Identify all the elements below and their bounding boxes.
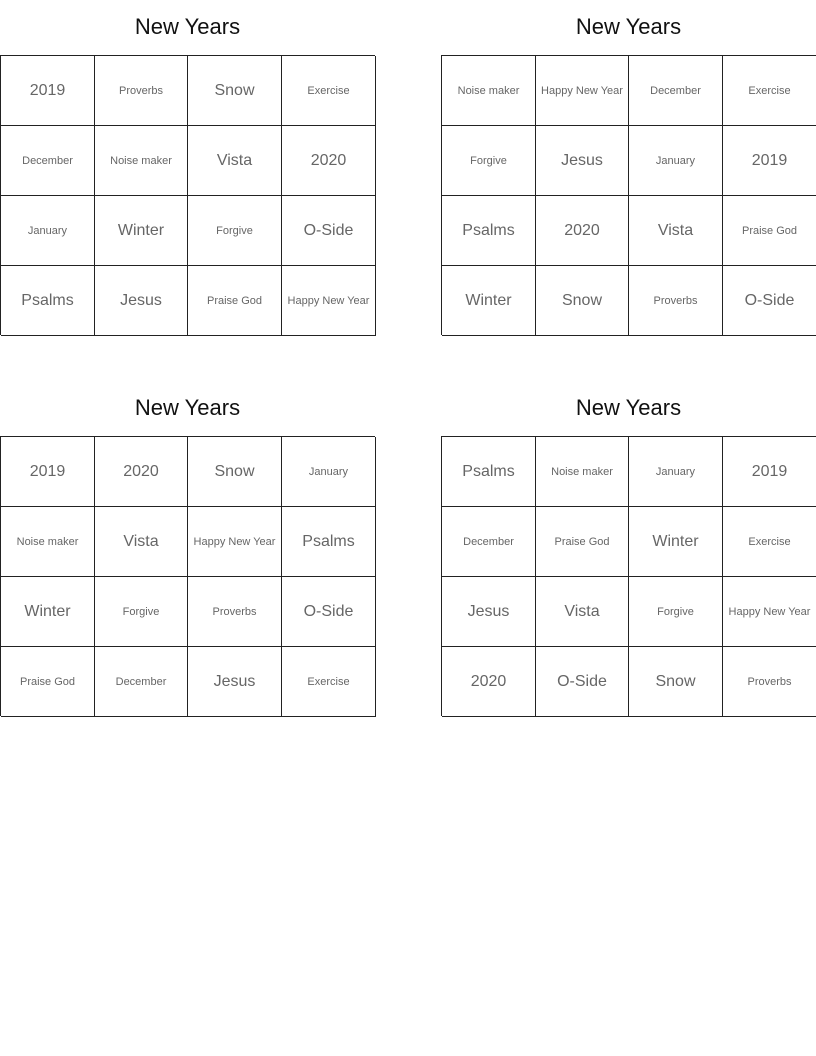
- bingo-cell: Winter: [629, 507, 723, 577]
- bingo-cell: O-Side: [723, 266, 816, 336]
- bingo-cell: Winter: [95, 196, 188, 266]
- bingo-cell: January: [629, 126, 723, 196]
- bingo-cell: Jesus: [188, 647, 282, 717]
- bingo-cell: December: [95, 647, 188, 717]
- bingo-cell: Forgive: [442, 126, 536, 196]
- bingo-cell: Happy New Year: [188, 507, 282, 577]
- bingo-cell: Happy New Year: [536, 56, 629, 126]
- bingo-cell: Praise God: [1, 647, 95, 717]
- bingo-cell: Winter: [1, 577, 95, 647]
- bingo-cell: Noise maker: [536, 437, 629, 507]
- bingo-cell: 2020: [442, 647, 536, 717]
- bingo-cell: 2019: [723, 126, 816, 196]
- bingo-cell: Forgive: [95, 577, 188, 647]
- bingo-grid: [441, 436, 816, 716]
- bingo-cell: Noise maker: [1, 507, 95, 577]
- bingo-cell: Vista: [188, 126, 282, 196]
- bingo-cell: O-Side: [536, 647, 629, 717]
- bingo-cell: December: [1, 126, 95, 196]
- bingo-cell: Snow: [629, 647, 723, 717]
- bingo-cell: 2020: [282, 126, 376, 196]
- bingo-cell: Psalms: [442, 437, 536, 507]
- bingo-cell: Proverbs: [629, 266, 723, 336]
- bingo-cell: 2019: [1, 56, 95, 126]
- bingo-cell: Snow: [188, 56, 282, 126]
- bingo-cell: Happy New Year: [723, 577, 816, 647]
- bingo-cell: Psalms: [442, 196, 536, 266]
- bingo-cell: Snow: [188, 437, 282, 507]
- card-title: New Years: [575, 395, 682, 420]
- bingo-grid: [0, 55, 375, 335]
- bingo-grid: [0, 436, 375, 716]
- bingo-cell: Exercise: [282, 647, 376, 717]
- bingo-cell: Vista: [95, 507, 188, 577]
- bingo-cell: Noise maker: [442, 56, 536, 126]
- bingo-cell: Jesus: [95, 266, 188, 336]
- bingo-cell: 2019: [1, 437, 95, 507]
- bingo-cell: 2020: [536, 196, 629, 266]
- bingo-cell: Proverbs: [95, 56, 188, 126]
- bingo-cell: Happy New Year: [282, 266, 376, 336]
- bingo-cell: January: [282, 437, 376, 507]
- bingo-card: [0, 0, 375, 335]
- bingo-cell: Jesus: [536, 126, 629, 196]
- card-title: New Years: [134, 395, 241, 420]
- bingo-cell: 2020: [95, 437, 188, 507]
- card-title: New Years: [134, 14, 241, 39]
- bingo-cell: Proverbs: [188, 577, 282, 647]
- bingo-cell: December: [629, 56, 723, 126]
- bingo-cell: December: [442, 507, 536, 577]
- bingo-cell: Jesus: [442, 577, 536, 647]
- bingo-card: [0, 381, 375, 716]
- bingo-cell: O-Side: [282, 577, 376, 647]
- bingo-cell: January: [1, 196, 95, 266]
- bingo-cell: Praise God: [723, 196, 816, 266]
- bingo-cell: Praise God: [536, 507, 629, 577]
- card-title: New Years: [575, 14, 682, 39]
- bingo-card: [441, 0, 816, 335]
- bingo-card: [441, 381, 816, 716]
- bingo-cell: Exercise: [282, 56, 376, 126]
- bingo-cell: Psalms: [1, 266, 95, 336]
- bingo-cell: Praise God: [188, 266, 282, 336]
- bingo-cell: Forgive: [629, 577, 723, 647]
- bingo-cell: Forgive: [188, 196, 282, 266]
- bingo-cell: Exercise: [723, 56, 816, 126]
- bingo-cell: 2019: [723, 437, 816, 507]
- bingo-cell: Proverbs: [723, 647, 816, 717]
- bingo-cell: Vista: [536, 577, 629, 647]
- bingo-cell: Winter: [442, 266, 536, 336]
- bingo-cell: Exercise: [723, 507, 816, 577]
- bingo-cell: Noise maker: [95, 126, 188, 196]
- bingo-cell: Psalms: [282, 507, 376, 577]
- bingo-cell: Vista: [629, 196, 723, 266]
- bingo-cell: Snow: [536, 266, 629, 336]
- bingo-grid: [441, 55, 816, 335]
- bingo-cell: O-Side: [282, 196, 376, 266]
- bingo-cell: January: [629, 437, 723, 507]
